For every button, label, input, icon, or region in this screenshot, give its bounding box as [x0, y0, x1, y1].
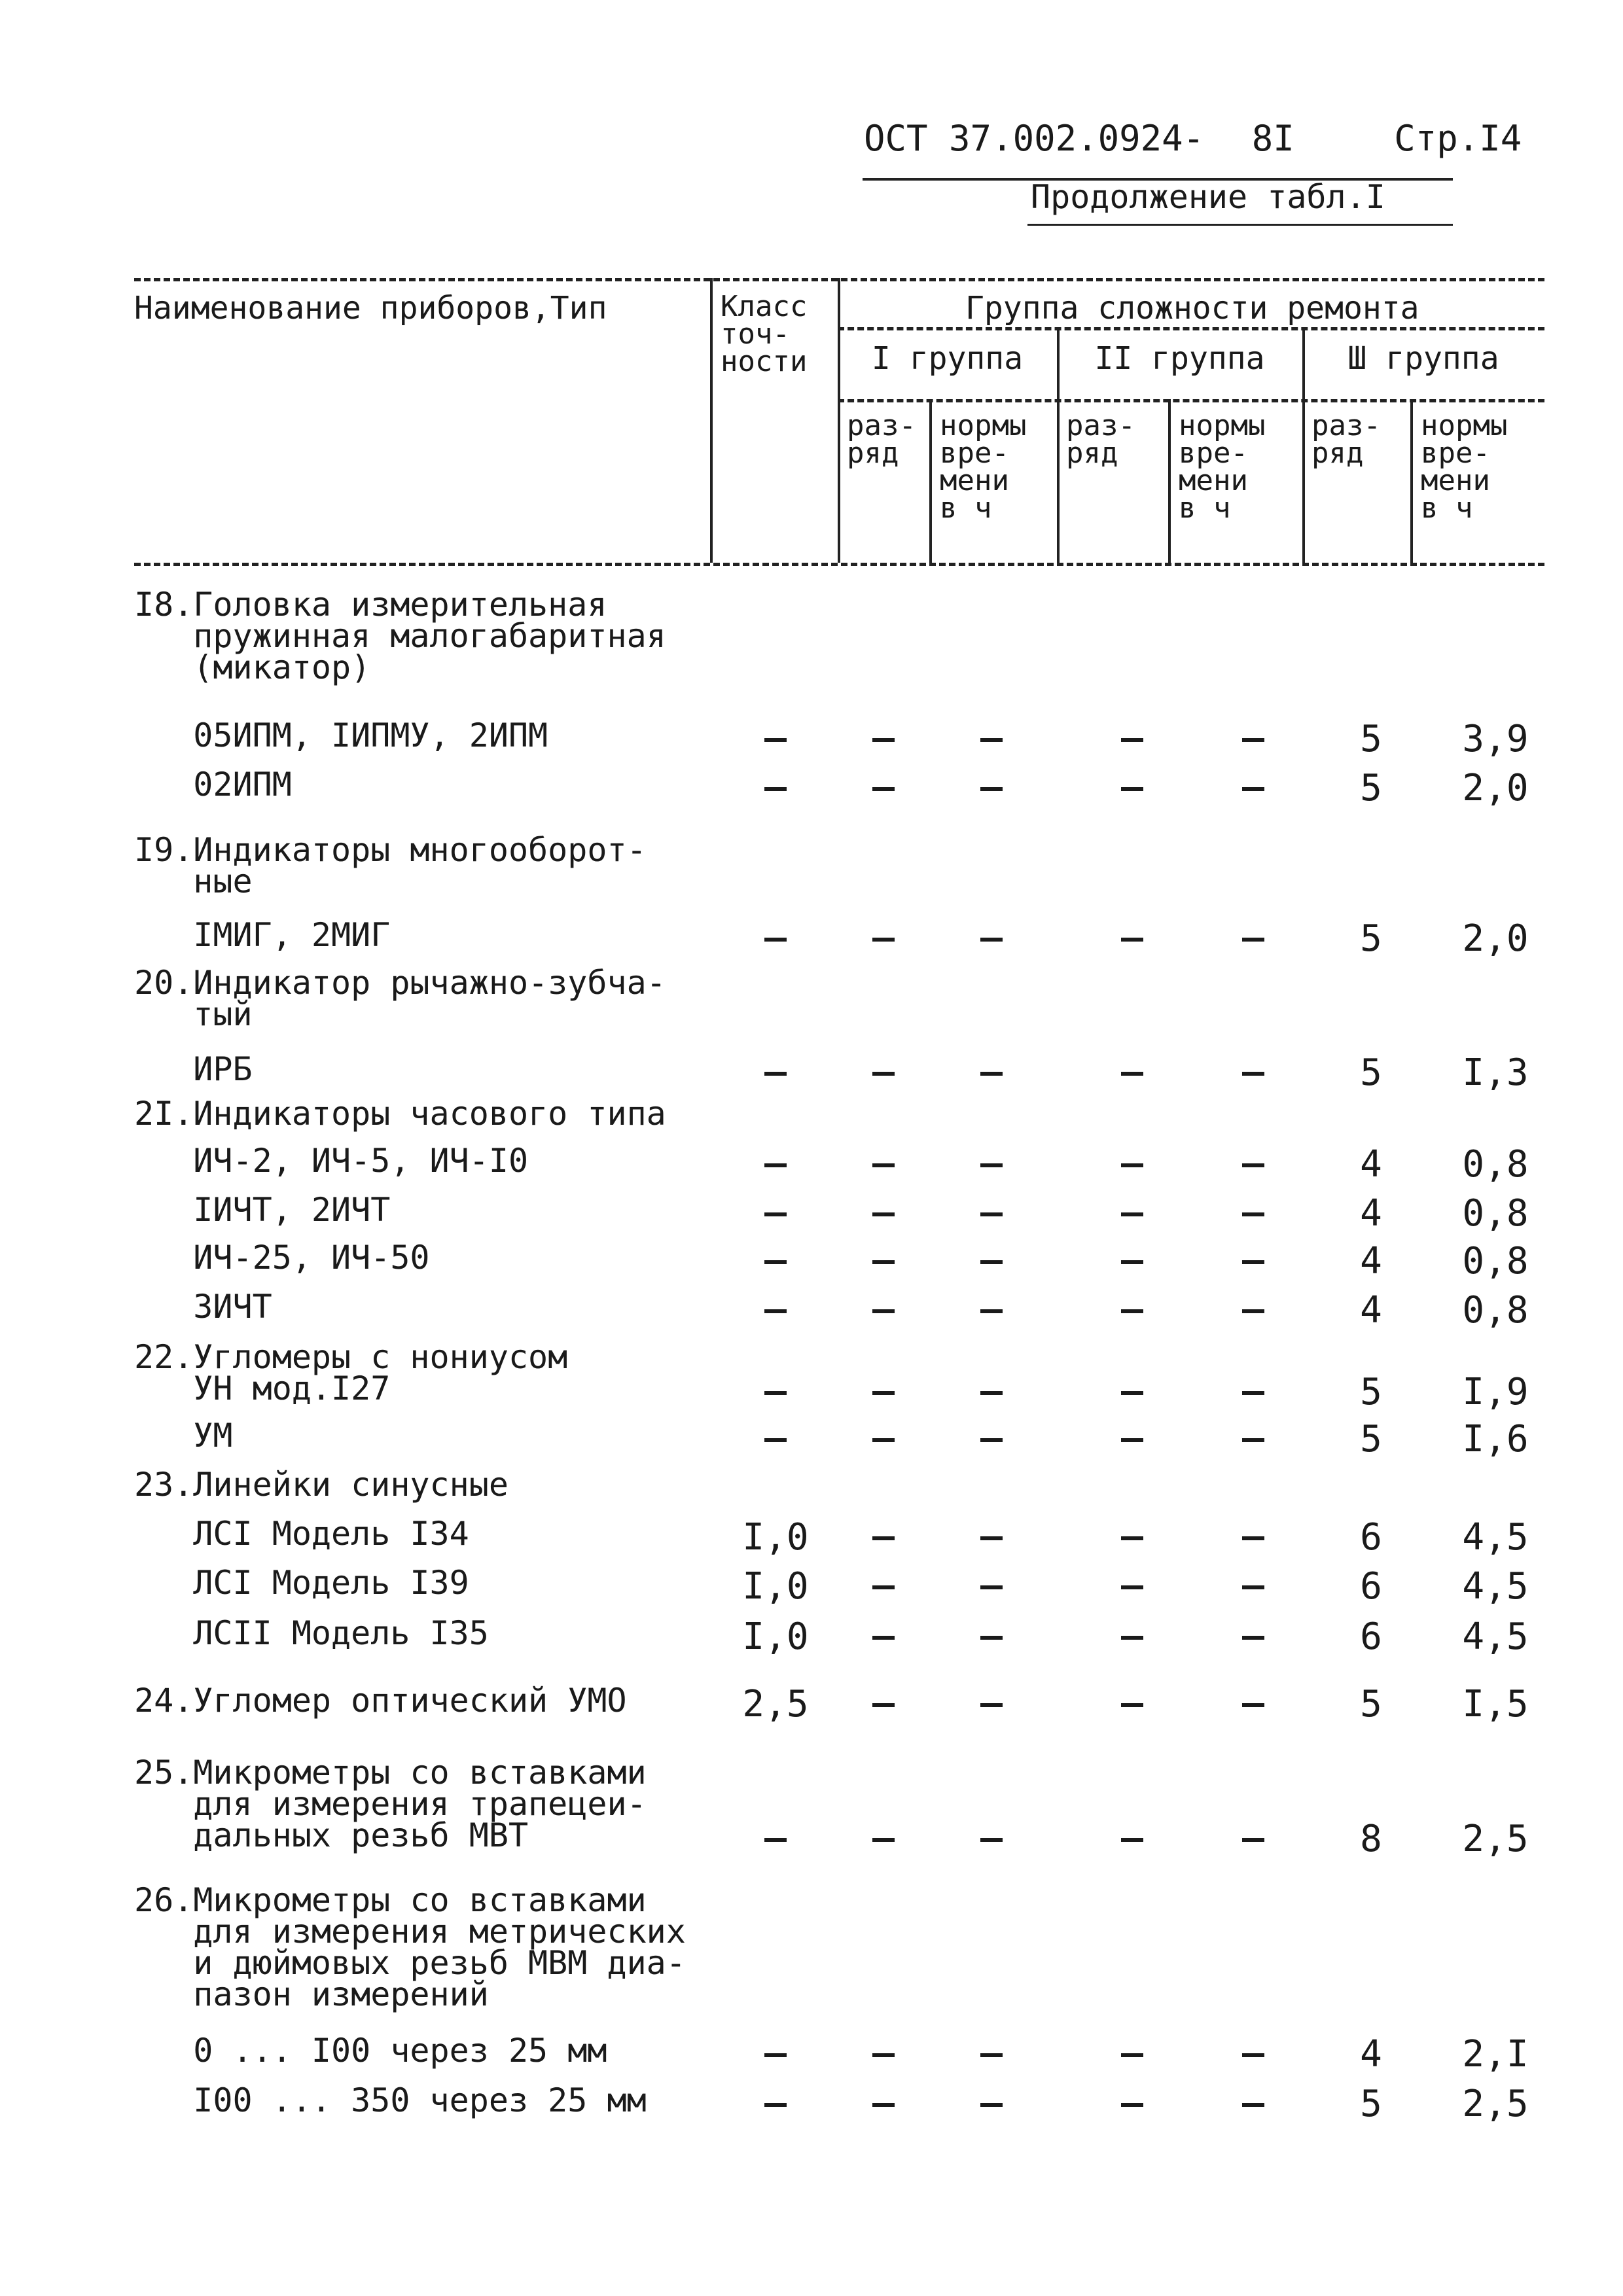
item-name: 3ИЧТ [134, 1288, 272, 1326]
empty-value-dash [1242, 938, 1264, 942]
empty-value-dash [980, 1260, 1003, 1264]
item-name: 20.Индикатор рычажно-зубча- тый [134, 964, 666, 1033]
empty-value-dash [980, 2053, 1003, 2057]
empty-value-dash [872, 1636, 895, 1640]
value-cell: 5 [1360, 718, 1382, 760]
value-cell: 6 [1360, 1565, 1382, 1608]
empty-value-dash [764, 1260, 787, 1264]
item-name: ЛСI Модель I39 [134, 1564, 469, 1602]
empty-value-dash [764, 738, 787, 742]
item-name: 0 ... I00 через 25 мм [134, 2032, 607, 2070]
value-cell: I,0 [742, 1565, 809, 1608]
item-name: ЛСII Модель I35 [134, 1614, 489, 1652]
empty-value-dash [980, 1072, 1003, 1076]
empty-value-dash [764, 1391, 787, 1395]
item-name: 02ИПМ [134, 766, 292, 804]
empty-value-dash [1242, 738, 1264, 742]
value-cell: I,6 [1462, 1418, 1529, 1460]
value-cell: 4,5 [1462, 1516, 1529, 1559]
group-iii-divider [1302, 327, 1305, 563]
empty-value-dash [764, 787, 787, 791]
document-header [864, 118, 1522, 159]
empty-value-dash [980, 1536, 1003, 1540]
empty-value-dash [1242, 1260, 1264, 1264]
empty-value-dash [980, 738, 1003, 742]
item-name: IИЧТ, 2ИЧТ [134, 1191, 391, 1229]
empty-value-dash [872, 1212, 895, 1216]
value-cell: 4,5 [1462, 1565, 1529, 1608]
value-cell: 5 [1360, 1371, 1382, 1413]
empty-value-dash [764, 1163, 787, 1167]
empty-value-dash [1121, 1536, 1143, 1540]
empty-value-dash [764, 1212, 787, 1216]
value-cell: 6 [1360, 1616, 1382, 1658]
value-cell: 4 [1360, 1143, 1382, 1186]
empty-value-dash [872, 787, 895, 791]
value-cell: I,9 [1462, 1371, 1529, 1413]
value-cell: 0,8 [1462, 1192, 1529, 1235]
value-cell: 5 [1360, 767, 1382, 809]
name-column-header: Наименование приборов,Тип [134, 290, 607, 327]
table-continuation-label: Продолжение табл.I [1031, 178, 1385, 216]
value-cell: 4 [1360, 2033, 1382, 2075]
empty-value-dash [872, 1536, 895, 1540]
empty-value-dash [1121, 1838, 1143, 1842]
value-cell: 5 [1360, 1683, 1382, 1725]
group-name-header: Ш группа [1347, 340, 1499, 377]
group-name-header: II группа [1094, 340, 1265, 377]
item-name: ИРБ [134, 1050, 253, 1088]
empty-value-dash [980, 1438, 1003, 1442]
empty-value-dash [872, 738, 895, 742]
empty-value-dash [1121, 1163, 1143, 1167]
item-name: ИЧ-25, ИЧ-50 [134, 1239, 430, 1277]
value-cell: I,0 [742, 1616, 809, 1658]
empty-value-dash [1242, 1838, 1264, 1842]
value-cell: I,5 [1462, 1683, 1529, 1725]
empty-value-dash [1242, 1391, 1264, 1395]
empty-value-dash [1121, 2103, 1143, 2107]
value-cell: 4 [1360, 1240, 1382, 1282]
empty-value-dash [764, 1438, 787, 1442]
value-cell: 2,5 [1462, 1818, 1529, 1860]
value-cell: 4 [1360, 1192, 1382, 1235]
empty-value-dash [1121, 1260, 1143, 1264]
value-cell: I,0 [742, 1516, 809, 1559]
empty-value-dash [872, 1072, 895, 1076]
empty-value-dash [1121, 1391, 1143, 1395]
empty-value-dash [1121, 1438, 1143, 1442]
item-name: 24.Угломер оптический УМО [134, 1682, 627, 1720]
value-cell: 4 [1360, 1289, 1382, 1332]
empty-value-dash [1242, 1438, 1264, 1442]
item-name: 2I.Индикаторы часового типа [134, 1095, 666, 1133]
empty-value-dash [872, 2103, 895, 2107]
group-title-header: Группа сложности ремонта [965, 290, 1419, 327]
item-name: 22.Угломеры с нониусом УН мод.I27 [134, 1338, 568, 1407]
item-name: I9.Индикаторы многооборот- ные [134, 831, 647, 900]
empty-value-dash [1121, 787, 1143, 791]
page-number: Стр.I4 [1394, 118, 1522, 159]
empty-value-dash [872, 1838, 895, 1842]
item-name: I8.Головка измерительная пружинная малогабаритная (микатор) [134, 586, 666, 686]
empty-value-dash [872, 2053, 895, 2057]
value-cell: 2,I [1462, 2033, 1529, 2075]
value-cell: 0,8 [1462, 1143, 1529, 1186]
empty-value-dash [1121, 938, 1143, 942]
empty-value-dash [1242, 1163, 1264, 1167]
value-cell: 2,0 [1462, 767, 1529, 809]
empty-value-dash [1121, 2053, 1143, 2057]
empty-value-dash [1121, 1309, 1143, 1313]
empty-value-dash [1121, 1212, 1143, 1216]
item-name: ЛСI Модель I34 [134, 1515, 469, 1553]
rank-subheader: раз- ряд [1311, 409, 1381, 470]
group-iii-norm-divider [1410, 399, 1413, 563]
value-cell: 5 [1360, 1051, 1382, 1094]
value-cell: 5 [1360, 1418, 1382, 1460]
value-cell: 5 [1360, 917, 1382, 960]
empty-value-dash [872, 1703, 895, 1707]
empty-value-dash [980, 1585, 1003, 1589]
empty-value-dash [872, 1309, 895, 1313]
empty-value-dash [1242, 1309, 1264, 1313]
value-cell: I,3 [1462, 1051, 1529, 1094]
continuation-rule [1027, 224, 1453, 226]
item-name: УМ [134, 1417, 233, 1455]
empty-value-dash [980, 1391, 1003, 1395]
group-title-rule [838, 327, 1544, 330]
time-norm-subheader: нормы вре- мени в ч [940, 409, 1027, 525]
empty-value-dash [872, 1391, 895, 1395]
empty-value-dash [1121, 1585, 1143, 1589]
time-norm-subheader: нормы вре- мени в ч [1179, 409, 1266, 525]
empty-value-dash [980, 2103, 1003, 2107]
empty-value-dash [980, 1163, 1003, 1167]
empty-value-dash [1121, 1636, 1143, 1640]
value-cell: 0,8 [1462, 1240, 1529, 1282]
group-i-norm-divider [929, 399, 932, 563]
value-cell: 2,0 [1462, 917, 1529, 960]
value-cell: 0,8 [1462, 1289, 1529, 1332]
value-cell: 3,9 [1462, 718, 1529, 760]
time-norm-subheader: нормы вре- мени в ч [1421, 409, 1508, 525]
empty-value-dash [980, 1703, 1003, 1707]
empty-value-dash [980, 787, 1003, 791]
item-name: 25.Микрометры со вставками для измерения трапецеи- дальных резьб МВТ [134, 1754, 647, 1854]
value-cell: 4,5 [1462, 1616, 1529, 1658]
empty-value-dash [1242, 2103, 1264, 2107]
empty-value-dash [1242, 1703, 1264, 1707]
group-names-rule [838, 399, 1544, 402]
empty-value-dash [872, 1260, 895, 1264]
empty-value-dash [872, 1438, 895, 1442]
standard-year: 8I [1251, 118, 1294, 159]
empty-value-dash [764, 2103, 787, 2107]
item-name: IМИГ, 2МИГ [134, 916, 391, 954]
empty-value-dash [872, 938, 895, 942]
empty-value-dash [1242, 1212, 1264, 1216]
group-area-divider [838, 278, 840, 563]
empty-value-dash [980, 938, 1003, 942]
value-cell: 2,5 [742, 1683, 809, 1725]
empty-value-dash [764, 938, 787, 942]
empty-value-dash [1121, 738, 1143, 742]
empty-value-dash [764, 2053, 787, 2057]
empty-value-dash [1242, 1636, 1264, 1640]
class-column-divider [710, 278, 713, 563]
group-ii-norm-divider [1168, 399, 1171, 563]
empty-value-dash [764, 1838, 787, 1842]
empty-value-dash [764, 1309, 787, 1313]
item-name: 23.Линейки синусные [134, 1466, 508, 1504]
class-column-header: Класс точ- ности [721, 290, 808, 378]
rank-subheader: раз- ряд [847, 409, 916, 470]
empty-value-dash [980, 1636, 1003, 1640]
empty-value-dash [1242, 787, 1264, 791]
empty-value-dash [764, 1072, 787, 1076]
value-cell: 8 [1360, 1818, 1382, 1860]
empty-value-dash [872, 1585, 895, 1589]
group-name-header: I группа [871, 340, 1024, 377]
empty-value-dash [1121, 1703, 1143, 1707]
empty-value-dash [1242, 1072, 1264, 1076]
value-cell: 6 [1360, 1516, 1382, 1559]
empty-value-dash [1242, 2053, 1264, 2057]
item-name: ИЧ-2, ИЧ-5, ИЧ-I0 [134, 1142, 529, 1180]
item-name: 26.Микрометры со вставками для измерения метрических и дюймовых резьб МВМ диа- пазон измерений [134, 1881, 686, 2013]
value-cell: 5 [1360, 2083, 1382, 2125]
empty-value-dash [980, 1309, 1003, 1313]
empty-value-dash [872, 1163, 895, 1167]
group-ii-divider [1057, 327, 1060, 563]
empty-value-dash [1121, 1072, 1143, 1076]
table-header-bottom-rule [134, 563, 1544, 566]
empty-value-dash [980, 1212, 1003, 1216]
rank-subheader: раз- ряд [1066, 409, 1135, 470]
item-name: I00 ... 350 через 25 мм [134, 2081, 647, 2119]
empty-value-dash [1242, 1585, 1264, 1589]
value-cell: 2,5 [1462, 2083, 1529, 2125]
standard-number: ОСТ 37.002.0924- [864, 118, 1205, 159]
item-name: 05ИПМ, IИПМУ, 2ИПМ [134, 716, 548, 754]
empty-value-dash [1242, 1536, 1264, 1540]
empty-value-dash [980, 1838, 1003, 1842]
